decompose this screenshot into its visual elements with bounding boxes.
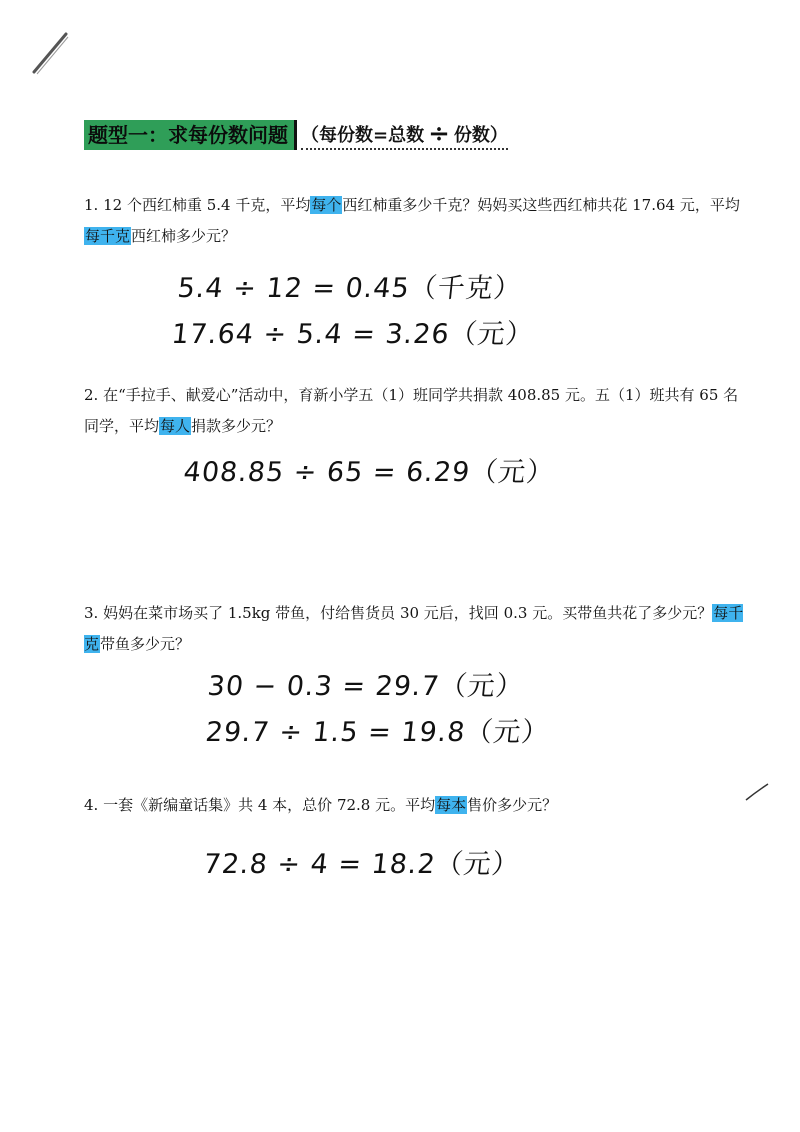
problem-3-answer-1: 30 − 0.3 = 29.7（元）	[206, 671, 526, 702]
problem-1-answer-1: 5.4 ÷ 12 = 0.45（千克）	[176, 273, 524, 304]
highlight: 每千克	[84, 604, 744, 653]
section-title: 题型一：求每份数问题	[84, 120, 297, 150]
problem-1-text: 1. 12 个西红柿重 5.4 千克，平均每个西红柿重多少千克？妈妈买这些西红柿共花 17.64 元，平均每千克西红柿多少元？	[84, 196, 740, 245]
divide-sign: ÷	[428, 118, 450, 149]
problem-3-text: 3. 妈妈在菜市场买了 1.5kg 带鱼，付给售货员 30 元后，找回 0.3 元。买带鱼共花了多少元？每千克带鱼多少元？	[84, 604, 744, 653]
highlight: 每人	[160, 417, 191, 435]
highlight: 每千克	[85, 227, 131, 245]
section-header	[84, 120, 508, 150]
problem-4-text: 4. 一套《新编童话集》共 4 本，总价 72.8 元。平均每本售价多少元？	[84, 796, 558, 814]
problem-2-text: 2. 在“手拉手、献爱心”活动中，育新小学五（1）班同学共捐款 408.85 元。五（1）班共有 65 名同学，平均每人捐款多少元？	[84, 386, 739, 435]
problem-4-answer-1: 72.8 ÷ 4 = 18.2（元）	[202, 849, 522, 880]
pen-mark	[744, 782, 770, 802]
problem-2-answer-1: 408.85 ÷ 65 = 6.29（元）	[182, 457, 556, 488]
formula-label: （每份数=总数 ÷ 份数）	[301, 118, 508, 149]
highlight: 每本	[436, 796, 467, 814]
highlight: 每个	[311, 196, 342, 214]
pencil-icon	[28, 30, 72, 78]
problem-1-answer-2: 17.64 ÷ 5.4 = 3.26（元）	[170, 319, 536, 350]
problem-3-answer-2: 29.7 ÷ 1.5 = 19.8（元）	[204, 717, 552, 748]
